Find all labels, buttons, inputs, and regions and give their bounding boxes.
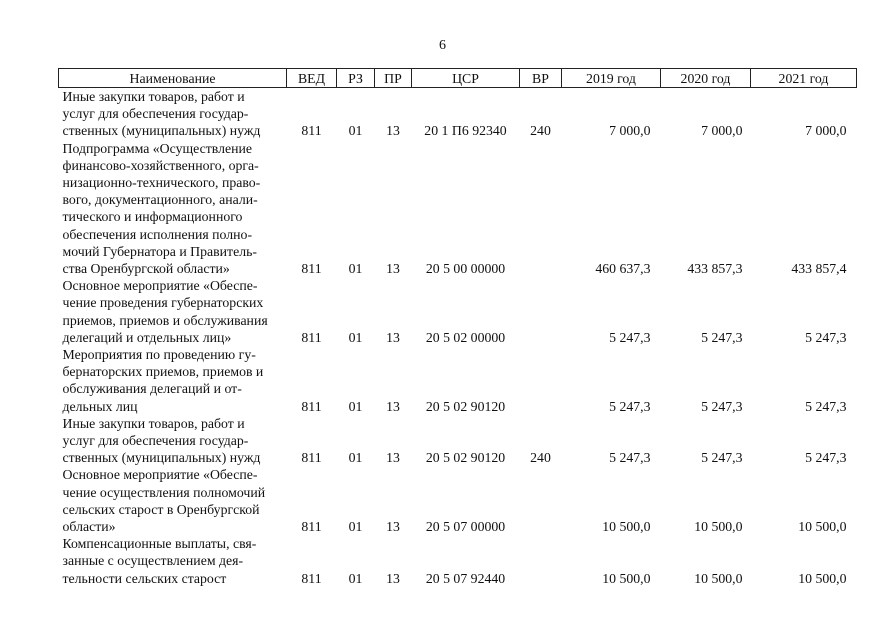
header-csr: ЦСР (412, 69, 520, 88)
row-name-line: дельных лиц (62, 398, 138, 414)
header-vr: ВР (520, 69, 562, 88)
row-y2020: 10 500,0 (694, 570, 743, 586)
row-y2020: 5 247,3 (701, 398, 743, 414)
row-name-line: обеспечения исполнения полно- (62, 226, 253, 242)
header-name: Наименование (59, 69, 287, 88)
row-ved: 811 (301, 123, 322, 139)
row-name-line: чение осуществления полномочий (62, 484, 266, 500)
row-ved: 811 (301, 450, 322, 466)
row-vr (520, 466, 562, 535)
row-vr (520, 535, 562, 587)
header-row (59, 69, 857, 88)
row-pr: 13 (386, 398, 400, 414)
row-y2019: 10 500,0 (602, 519, 651, 535)
row-name (59, 277, 287, 346)
row-pr: 13 (386, 329, 400, 345)
row-csr: 20 5 07 92440 (425, 570, 506, 586)
row-name-line: низационно-технического, право- (62, 175, 261, 191)
row-name-line: делегаций и отдельных лиц» (62, 329, 232, 345)
header-2019: 2019 год (562, 69, 661, 88)
row-vr (520, 346, 562, 415)
table-body (59, 88, 857, 587)
table-row (59, 466, 857, 535)
row-pr: 13 (386, 123, 400, 139)
row-name-line: услуг для обеспечения государ- (62, 106, 249, 122)
row-rz: 01 (348, 329, 363, 345)
row-y2021: 7 000,0 (805, 123, 847, 139)
row-pr: 13 (386, 450, 400, 466)
row-ved: 811 (301, 519, 322, 535)
row-y2019: 7 000,0 (609, 123, 651, 139)
row-name-line: ственных (муниципальных) нужд (62, 450, 261, 466)
row-name-line: чение проведения губернаторских (62, 295, 264, 311)
row-y2019: 10 500,0 (602, 570, 651, 586)
row-csr: 20 5 07 00000 (425, 519, 506, 535)
table-header (59, 69, 857, 88)
row-y2021: 433 857,4 (791, 261, 847, 277)
row-name-line: Основное мероприятие «Обеспе- (62, 278, 258, 294)
row-name-line: Компенсационные выплаты, свя- (62, 536, 257, 552)
row-vr: 240 (530, 123, 551, 139)
row-name (59, 140, 287, 278)
table-row (59, 88, 857, 140)
row-rz: 01 (348, 123, 363, 139)
table-row (59, 535, 857, 587)
row-name-line: Иные закупки товаров, работ и (62, 415, 245, 431)
row-y2021: 10 500,0 (798, 570, 847, 586)
row-csr: 20 5 02 90120 (425, 398, 506, 414)
row-name-line: Подпрограмма «Осуществление (62, 140, 252, 156)
table-row (59, 140, 857, 278)
row-y2019: 460 637,3 (595, 261, 651, 277)
row-y2019: 5 247,3 (609, 398, 651, 414)
header-ved: ВЕД (287, 69, 337, 88)
row-name-line: сельских старост в Оренбургской (62, 501, 260, 517)
row-y2019: 5 247,3 (609, 450, 651, 466)
table-row (59, 277, 857, 346)
row-name-line: обслуживания делегаций и от- (62, 381, 242, 397)
budget-table (58, 68, 857, 587)
row-rz: 01 (348, 261, 363, 277)
row-name-line: ственных (муниципальных) нужд (62, 123, 261, 139)
row-name-line: тического и информационного (62, 209, 243, 225)
row-vr: 240 (530, 450, 551, 466)
row-name (59, 535, 287, 587)
table-row (59, 346, 857, 415)
table-row (59, 415, 857, 467)
row-y2020: 5 247,3 (701, 450, 743, 466)
row-name (59, 415, 287, 467)
row-name-line: тельности сельских старост (62, 570, 227, 586)
header-pr: ПР (375, 69, 412, 88)
row-csr: 20 5 02 90120 (425, 450, 506, 466)
row-csr: 20 5 00 00000 (425, 261, 506, 277)
row-name-line: Иные закупки товаров, работ и (62, 89, 245, 104)
row-name-line: услуг для обеспечения государ- (62, 433, 249, 449)
row-name (59, 346, 287, 415)
row-pr: 13 (386, 570, 400, 586)
row-name-line: приемов, приемов и обслуживания (62, 312, 268, 328)
row-rz: 01 (348, 450, 363, 466)
row-name-line: финансово-хозяйственного, орга- (62, 157, 259, 173)
row-pr: 13 (386, 519, 400, 535)
row-name (59, 466, 287, 535)
header-2021: 2021 год (751, 69, 857, 88)
row-name-line: бернаторских приемов, приемов и (62, 364, 264, 380)
row-ved: 811 (301, 398, 322, 414)
row-y2020: 433 857,3 (687, 261, 743, 277)
header-rz: РЗ (337, 69, 375, 88)
row-vr (520, 277, 562, 346)
row-y2021: 5 247,3 (805, 450, 847, 466)
page-number: 6 (439, 38, 446, 53)
row-rz: 01 (348, 398, 363, 414)
row-name-line: области» (62, 519, 116, 535)
row-y2021: 5 247,3 (805, 329, 847, 345)
row-name-line: Основное мероприятие «Обеспе- (62, 467, 258, 483)
row-ved: 811 (301, 261, 322, 277)
row-rz: 01 (348, 519, 363, 535)
row-y2021: 10 500,0 (798, 519, 847, 535)
row-rz: 01 (348, 570, 363, 586)
row-name-line: мочий Губернатора и Правитель- (62, 243, 257, 259)
header-2020: 2020 год (661, 69, 751, 88)
row-name-line: ства Оренбургской области» (62, 261, 230, 277)
row-name-line: Мероприятия по проведению гу- (62, 347, 256, 363)
row-csr: 20 5 02 00000 (425, 329, 506, 345)
row-y2020: 7 000,0 (701, 123, 743, 139)
row-y2020: 5 247,3 (701, 329, 743, 345)
row-name (59, 88, 287, 140)
row-ved: 811 (301, 329, 322, 345)
row-name-line: вого, документационного, анали- (62, 192, 258, 208)
row-y2020: 10 500,0 (694, 519, 743, 535)
row-ved: 811 (301, 570, 322, 586)
row-name-line: занные с осуществлением дея- (62, 553, 244, 569)
row-pr: 13 (386, 261, 400, 277)
row-vr (520, 140, 562, 278)
row-y2019: 5 247,3 (609, 329, 651, 345)
row-y2021: 5 247,3 (805, 398, 847, 414)
row-csr: 20 1 П6 92340 (424, 123, 507, 139)
